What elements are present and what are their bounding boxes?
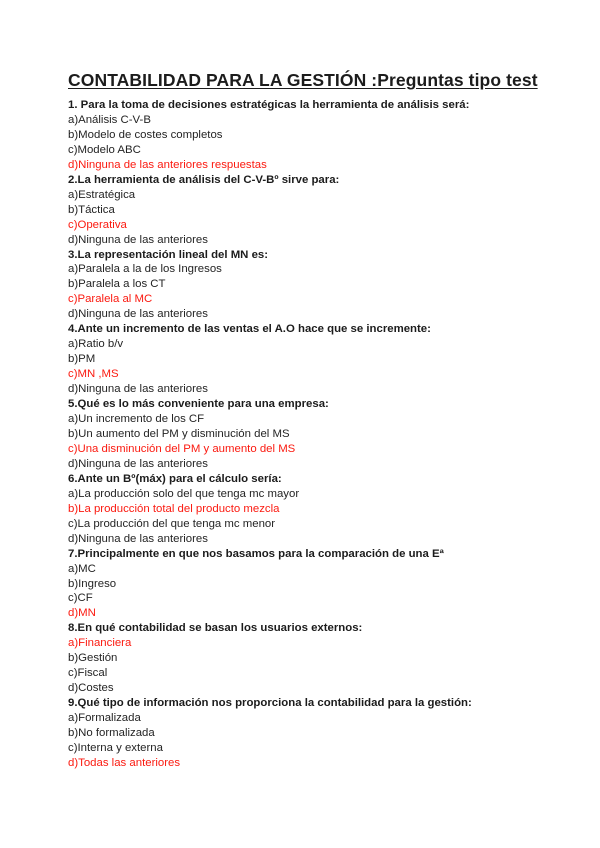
answer-option: d)Ninguna de las anteriores [68, 457, 208, 470]
answer-option: a)Estratégica [68, 188, 136, 201]
answer-option: a)Paralela a la de los Ingresos [68, 263, 222, 276]
answer-option-correct: d)MN [68, 607, 96, 620]
answer-option-correct: c)MN ,MS [68, 368, 119, 381]
question-block [68, 322, 550, 397]
answer-option: d)Ninguna de las anteriores [68, 233, 208, 246]
answer-option-correct: c)Paralela al MC [68, 293, 153, 306]
answer-option: c)Modelo ABC [68, 143, 141, 156]
question-heading: 8.En qué contabilidad se basan los usuarios externos: [68, 622, 363, 635]
answer-option: b)PM [68, 353, 96, 366]
answer-option-correct: d)Todas las anteriores [68, 756, 181, 769]
page-title: CONTABILIDAD PARA LA GESTIÓN :Preguntas tipo test [68, 70, 538, 90]
answer-option: a)Un incremento de los CF [68, 413, 205, 426]
question-heading: 5.Qué es lo más conveniente para una empresa: [68, 398, 329, 411]
question-block [68, 547, 550, 622]
answer-option: b)Modelo de costes completos [68, 128, 223, 141]
question-block [68, 472, 550, 547]
answer-option: b)Táctica [68, 203, 115, 216]
answer-option: b)Un aumento del PM y disminución del MS [68, 427, 290, 440]
answer-option-correct: a)Financiera [68, 637, 132, 650]
question-block [68, 621, 550, 696]
answer-option: c)Fiscal [68, 667, 108, 680]
answer-option-correct: d)Ninguna de las anteriores respuestas [68, 158, 267, 171]
questions-list [68, 98, 550, 771]
answer-option: d)Ninguna de las anteriores [68, 383, 208, 396]
question-heading: 3.La representación lineal del MN es: [68, 248, 269, 261]
question-block [68, 696, 550, 771]
answer-option: b)Ingreso [68, 577, 117, 590]
answer-option: a)Análisis C-V-B [68, 113, 151, 126]
question-block [68, 173, 550, 248]
answer-option-correct: b)La producción total del producto mezcla [68, 502, 280, 515]
question-heading: 7.Principalmente en que nos basamos para la comparación de una Eª [68, 547, 444, 560]
answer-option: c)Interna y externa [68, 741, 163, 754]
answer-option: b)Gestión [68, 652, 118, 665]
question-heading: 2.La herramienta de análisis del C-V-Bº sirve para: [68, 173, 340, 186]
answer-option: b)No formalizada [68, 727, 155, 740]
question-heading: 9.Qué tipo de información nos proporciona la contabilidad para la gestión: [68, 697, 472, 710]
question-block [68, 397, 550, 472]
question-heading: 6.Ante un Bº(máx) para el cálculo sería: [68, 472, 282, 485]
answer-option: a)Formalizada [68, 712, 141, 725]
answer-option-correct: c)Una disminución del PM y aumento del MS [68, 442, 296, 455]
answer-option: c)La producción del que tenga mc menor [68, 517, 276, 530]
answer-option: a)Ratio b/v [68, 338, 124, 351]
question-block [68, 98, 550, 173]
answer-option: a)MC [68, 562, 96, 575]
answer-option: b)Paralela a los CT [68, 278, 166, 291]
question-block [68, 248, 550, 323]
answer-option: a)La producción solo del que tenga mc mayor [68, 487, 300, 500]
answer-option: d)Costes [68, 682, 114, 695]
answer-option: d)Ninguna de las anteriores [68, 308, 208, 321]
question-heading: 4.Ante un incremento de las ventas el A.O hace que se incremente: [68, 323, 431, 336]
answer-option: c)CF [68, 592, 93, 605]
answer-option-correct: c)Operativa [68, 218, 127, 231]
answer-option: d)Ninguna de las anteriores [68, 532, 208, 545]
question-heading: 1. Para la toma de decisiones estratégicas la herramienta de análisis será: [68, 99, 470, 111]
